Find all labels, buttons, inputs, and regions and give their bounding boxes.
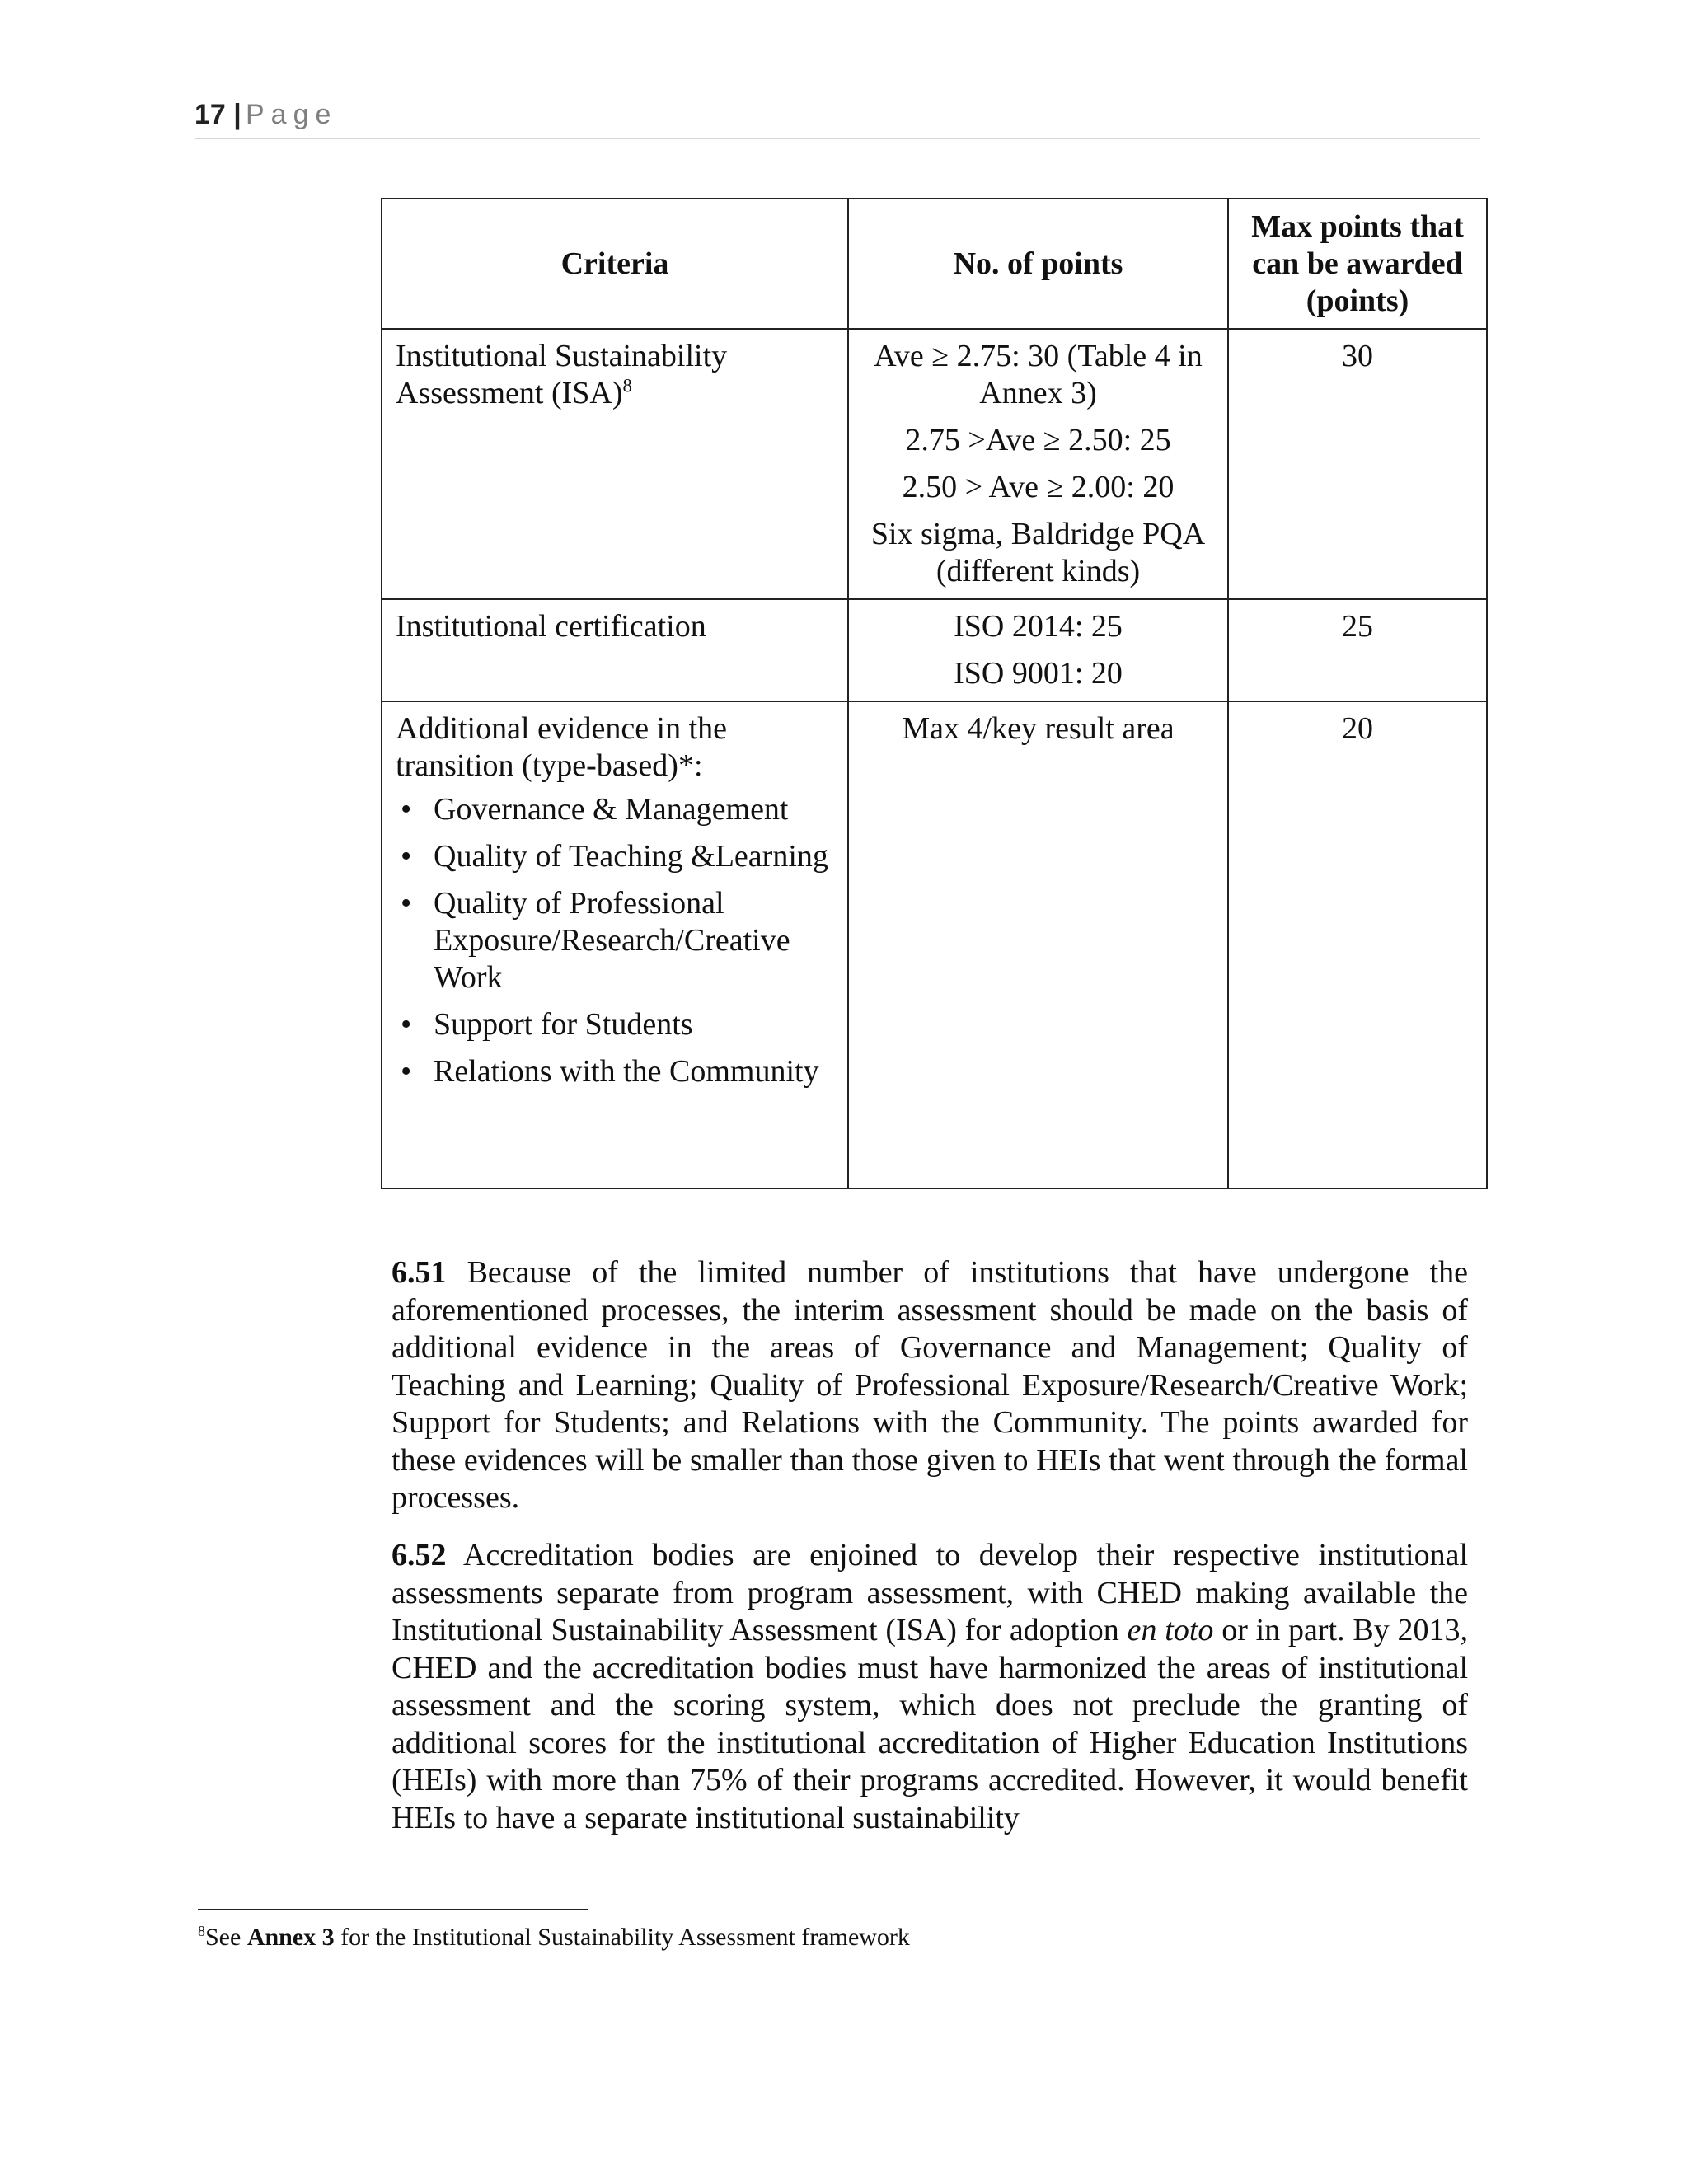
table-row (382, 329, 1487, 599)
criteria-cell (382, 701, 848, 1188)
points-cell (848, 329, 1228, 599)
page-label: Page (246, 99, 338, 130)
points-line: Six sigma, Baldridge PQA (different kinds) (870, 517, 1206, 588)
points-line: Max 4/key result area (902, 711, 1175, 746)
points-cell (848, 701, 1228, 1188)
key-result-areas-list (396, 791, 834, 1090)
paragraph-number: 6.51 (392, 1255, 447, 1290)
table-header-row (382, 199, 1487, 329)
points-line: 2.75 >Ave ≥ 2.50: 25 (905, 423, 1171, 457)
footnote-text: for the Institutional Sustainability Assessment framework (340, 1924, 910, 1951)
criteria-text: Institutional Sustainability Assessment (ISA) (396, 339, 728, 410)
footnote-pre: See (205, 1924, 241, 1951)
footnote-annex-ref: Annex 3 (246, 1924, 335, 1951)
paragraph-text: Accreditation bodies are enjoined to develop their respective institutional assessments separate from program assessment, with CHED making available the Institutional Sustainability Assessment (ISA) for adoption (392, 1538, 1468, 1647)
paragraph-6-51 (392, 1254, 1468, 1517)
header-criteria: Criteria (382, 199, 848, 329)
paragraph-text: Because of the limited number of institutions that have undergone the aforementioned processes, the interim assessment should be made on the basis of additional evidence in the areas of Governance and Management; Quality of Teaching and Learning; Quality of Professional Exposure/Research/Creative Work; Support for Students; and Relations with the Community. The points awarded for these evidences will be smaller than those given to HEIs that went through the formal processes. (392, 1255, 1468, 1515)
list-item: • Quality of Teaching &Learning (396, 838, 834, 875)
points-line: Ave ≥ 2.75: 30 (Table 4 in Annex 3) (874, 339, 1203, 410)
paragraph-number: 6.52 (392, 1538, 447, 1572)
header-max-points: Max points that can be awarded (points) (1228, 199, 1487, 329)
max-points-cell: 20 (1228, 701, 1487, 1188)
max-points-cell: 30 (1228, 329, 1487, 599)
footnote (198, 1924, 910, 1952)
list-item: • Quality of Professional Exposure/Research/Creative Work (396, 885, 834, 996)
criteria-cell: Institutional certification (382, 599, 848, 701)
points-cell (848, 599, 1228, 701)
page-number: 17 | (195, 99, 241, 130)
points-line: ISO 9001: 20 (954, 656, 1123, 691)
footnote-ref: 8 (622, 375, 632, 396)
criteria-cell (382, 329, 848, 599)
list-item: • Governance & Management (396, 791, 834, 828)
footnote-divider (198, 1909, 588, 1910)
paragraph-6-52 (392, 1537, 1468, 1837)
italic-phrase: en toto (1127, 1613, 1214, 1647)
header-points: No. of points (848, 199, 1228, 329)
footnote-marker: 8 (198, 1923, 205, 1939)
points-line: 2.50 > Ave ≥ 2.00: 20 (902, 470, 1175, 504)
list-item: • Relations with the Community (396, 1053, 834, 1090)
criteria-table (381, 198, 1488, 1189)
page-header (195, 99, 1480, 139)
paragraph-text: or in part. By 2013, CHED and the accreditation bodies must have harmonized the areas of institutional assessment and the scoring system, which does not preclude the granting of additional scores for the institutional accreditation of Higher Education Institutions (HEIs) with more than 75% of their programs accredited. However, it would benefit HEIs to have a separate institutional sustainability (392, 1613, 1469, 1835)
criteria-text: Additional evidence in the transition (type-based)*: (396, 711, 728, 783)
points-line: ISO 2014: 25 (954, 609, 1123, 644)
max-points-cell: 25 (1228, 599, 1487, 701)
table-row (382, 701, 1487, 1188)
table-row (382, 599, 1487, 701)
list-item: • Support for Students (396, 1006, 834, 1043)
